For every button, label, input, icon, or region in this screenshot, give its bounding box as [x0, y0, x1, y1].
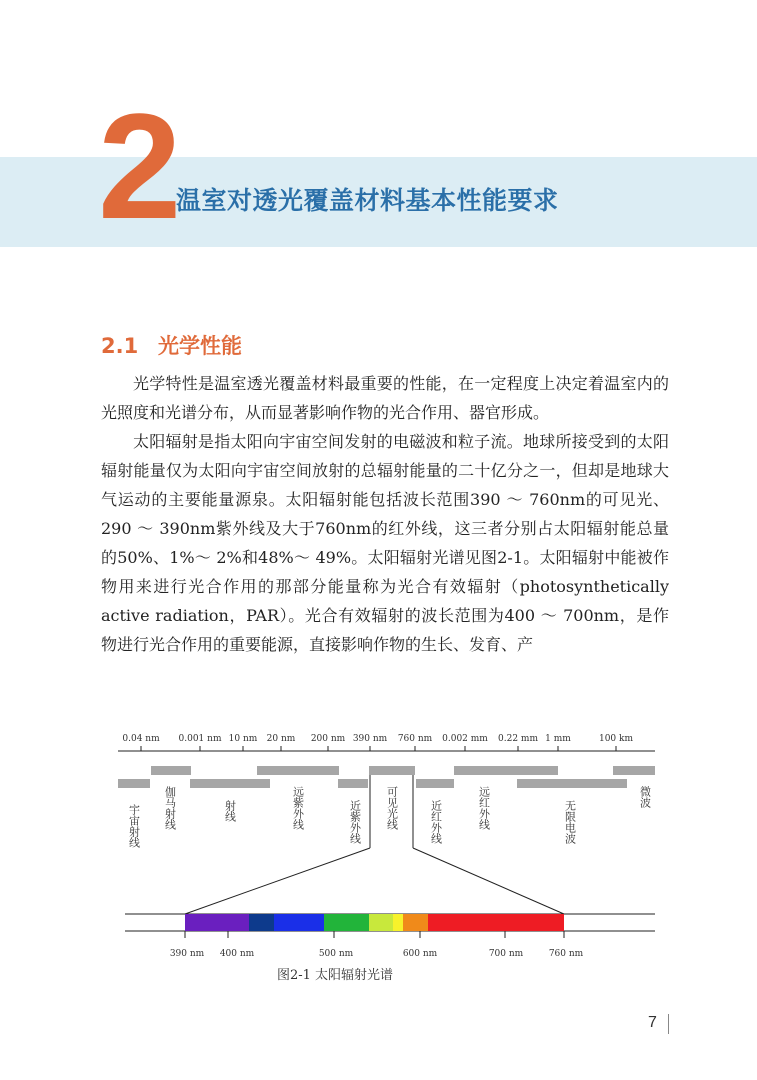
bottom-ticks [185, 931, 564, 938]
color-yellow-green [369, 914, 393, 931]
scale-label-top: 0.001 nm [178, 734, 222, 744]
scale-label-bottom: 600 nm [402, 949, 438, 959]
section-title: 光学性能 [158, 334, 242, 358]
spectrum-figure [110, 728, 660, 1008]
band-bar-gamma [151, 766, 191, 775]
page-number-rule [668, 1014, 669, 1034]
spectrum-strip [185, 914, 564, 931]
scale-label-top: 390 nm [352, 734, 388, 744]
band-bar-radio [517, 779, 627, 788]
scale-label-bottom: 760 nm [548, 949, 584, 959]
band-label: 远紫外线 [291, 786, 305, 830]
chapter-title: 温室对透光覆盖材料基本性能要求 [176, 186, 559, 215]
band-bar-near-uv [338, 779, 368, 788]
color-orange [403, 914, 428, 931]
band-bar-visible [369, 766, 415, 775]
band-label: 宇宙射线 [127, 804, 141, 848]
scale-label-top: 10 nm [228, 734, 258, 744]
section-number: 2.1 [101, 334, 139, 358]
scale-label-bottom: 390 nm [169, 949, 205, 959]
scale-label-top: 100 km [598, 734, 634, 744]
scale-label-top: 0.04 nm [122, 734, 160, 744]
scale-label-top: 0.22 mm [498, 734, 538, 744]
band-bar-microwave [613, 766, 655, 775]
scale-label-top: 1 mm [545, 734, 571, 744]
band-label: 远红外线 [477, 786, 491, 830]
band-label: 近紫外线 [348, 800, 362, 844]
color-green [324, 914, 369, 931]
scale-label-top: 20 nm [266, 734, 296, 744]
body-text [101, 369, 669, 659]
chapter-number: 2 [98, 82, 182, 250]
scale-label-bottom: 400 nm [219, 949, 255, 959]
band-label: 微波 [638, 786, 652, 808]
scale-label-top: 200 nm [310, 734, 346, 744]
zoom-connector [185, 775, 564, 914]
band-label: 无限电波 [563, 800, 577, 844]
band-bar-far-uv [257, 766, 339, 775]
page-number: 7 [648, 1014, 657, 1031]
scale-label-top: 0.002 mm [442, 734, 488, 744]
scale-label-bottom: 700 nm [488, 949, 524, 959]
color-violet [185, 914, 249, 931]
paragraph: 光学特性是温室透光覆盖材料最重要的性能，在一定程度上决定着温室内的光照度和光谱分布，从而显著影响作物的光合作用、器官形成。 [101, 374, 669, 422]
band-label: 伽马射线 [163, 786, 177, 830]
band-bar-far-ir [454, 766, 558, 775]
top-ticks [141, 746, 616, 751]
paragraph: 太阳辐射是指太阳向宇宙空间发射的电磁波和粒子流。地球所接受到的太阳辐射能量仅为太阳向宇宙空间放射的总辐射能量的二十亿分之一，但却是地球大气运动的主要能量源泉。太阳辐射能包括波长范围390 ～ 760nm的可见光、290 ～ 390nm紫外线及大于760nm的红外线，这三者分别占太阳辐射能总量的50%、1%～ 2%和48%～ 49%。太阳辐射光谱见图2-1。太阳辐射中能被作物用来进行光合作用的那部分能量称为光合有效辐射（photosynthetically active radiation，PAR）。光合有效辐射的波长范围为400 ～ 700nm，是作物进行光合作用的重要能源，直接影响作物的生长、发育、产 [101, 432, 669, 654]
color-navy [249, 914, 274, 931]
figure-caption: 图2-1 太阳辐射光谱 [276, 968, 394, 983]
color-blue [274, 914, 324, 931]
band-bar-near-ir [416, 779, 454, 788]
band-bar-cosmic [118, 779, 150, 788]
band-label: 近红外线 [429, 800, 443, 844]
band-bar-ray [190, 779, 270, 788]
color-red [428, 914, 564, 931]
band-label: 可见光线 [385, 786, 399, 830]
band-label: 射线 [223, 800, 237, 822]
scale-label-top: 760 nm [397, 734, 433, 744]
spectrum-diagram [110, 728, 660, 1008]
section-heading [101, 330, 242, 362]
scale-label-bottom: 500 nm [318, 949, 354, 959]
color-yellow [393, 914, 403, 931]
